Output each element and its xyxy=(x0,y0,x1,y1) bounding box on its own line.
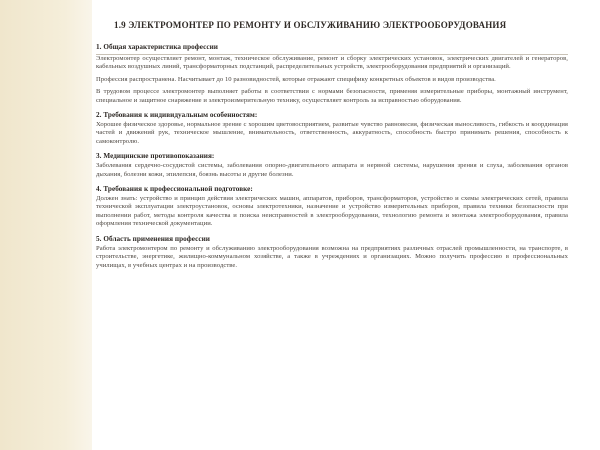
paragraph: Хорошее физическое здоровье, нормальное зрение с хорошим цветовосприятием, развитые чувство равновесия, физическая выносливость, гибкость и координация частей и движений рук, техническое мышление, внимательность, ответственность, аккуратность, способность быстро принимать решения, способность к самоконтролю. xyxy=(96,121,568,145)
paragraph: Профессия распространена. Насчитывает до 10 разновидностей, которые отражают специфику конкретных объектов и видов производства. xyxy=(96,75,496,83)
section-heading: 1. Общая характеристика профессии xyxy=(96,43,218,51)
section-2 xyxy=(96,111,568,146)
section-heading: 2. Требования к индивидуальным особенностям: xyxy=(96,111,258,120)
section-1 xyxy=(96,43,568,105)
paragraph: Заболевания сердечно-сосудистой системы, заболевания опорно-двигательного аппарата и нервной системы, нарушения зрения и слуха, заболевания органов дыхания, болезни кожи, эпилепсия, боязнь высоты и другие болезни. xyxy=(96,162,568,178)
section-3 xyxy=(96,152,568,179)
section-4 xyxy=(96,185,568,229)
paragraph: В трудовом процессе электромонтер выполняет работы в соответствии с нормами безопасности, применяя измерительные приборы, монтажный инструмент, специальное и защитное снаряжение и электроизмерительную технику, осуществляет контроль за исправностью оборудования. xyxy=(96,88,568,104)
left-margin-band xyxy=(0,0,92,450)
paragraph: Электромонтер осуществляет ремонт, монтаж, техническое обслуживание, ремонт и сборку электрических установок, электрических двигателей и генераторов, кабельных воздушных линий, трансформаторных подстанций, распределительных устройств, электрооборудования предприятий и организаций. xyxy=(96,55,568,71)
section-heading: 4. Требования к профессиональной подготовке: xyxy=(96,185,253,194)
document-body xyxy=(96,20,568,276)
paragraph: Работа электромонтером по ремонту и обслуживанию электрооборудования возможна на предприятиях различных отраслей промышленности, на транспорте, в строительстве, энергетике, жилищно-коммунальном хозяйстве, а также в учреждениях и организациях. Можно получить профессию в профессиональных училищах, в учебных центрах и на производстве. xyxy=(96,244,568,269)
section-heading: 3. Медицинские противопоказания: xyxy=(96,152,215,161)
document-title: 1.9 ЭЛЕКТРОМОНТЕР ПО РЕМОНТУ И ОБСЛУЖИВАНИЮ ЭЛЕКТРООБОРУДОВАНИЯ xyxy=(114,20,507,30)
section-heading: 5. Область применения профессии xyxy=(96,234,210,243)
paragraph: Должен знать: устройство и принцип действия электрических машин, аппаратов, приборов, трансформаторов, устройство и схемы электрических сетей, правила технической эксплуатации электроустановок, основы электротехники, назначение и устройство измерительных приборов, правила техники безопасности при выполнении работ, методы контроля качества и поиска неисправностей в электрооборудовании, технологию ремонта и монтажа электрооборудования, правила оформления технической документации. xyxy=(96,195,568,228)
section-5 xyxy=(96,235,568,270)
